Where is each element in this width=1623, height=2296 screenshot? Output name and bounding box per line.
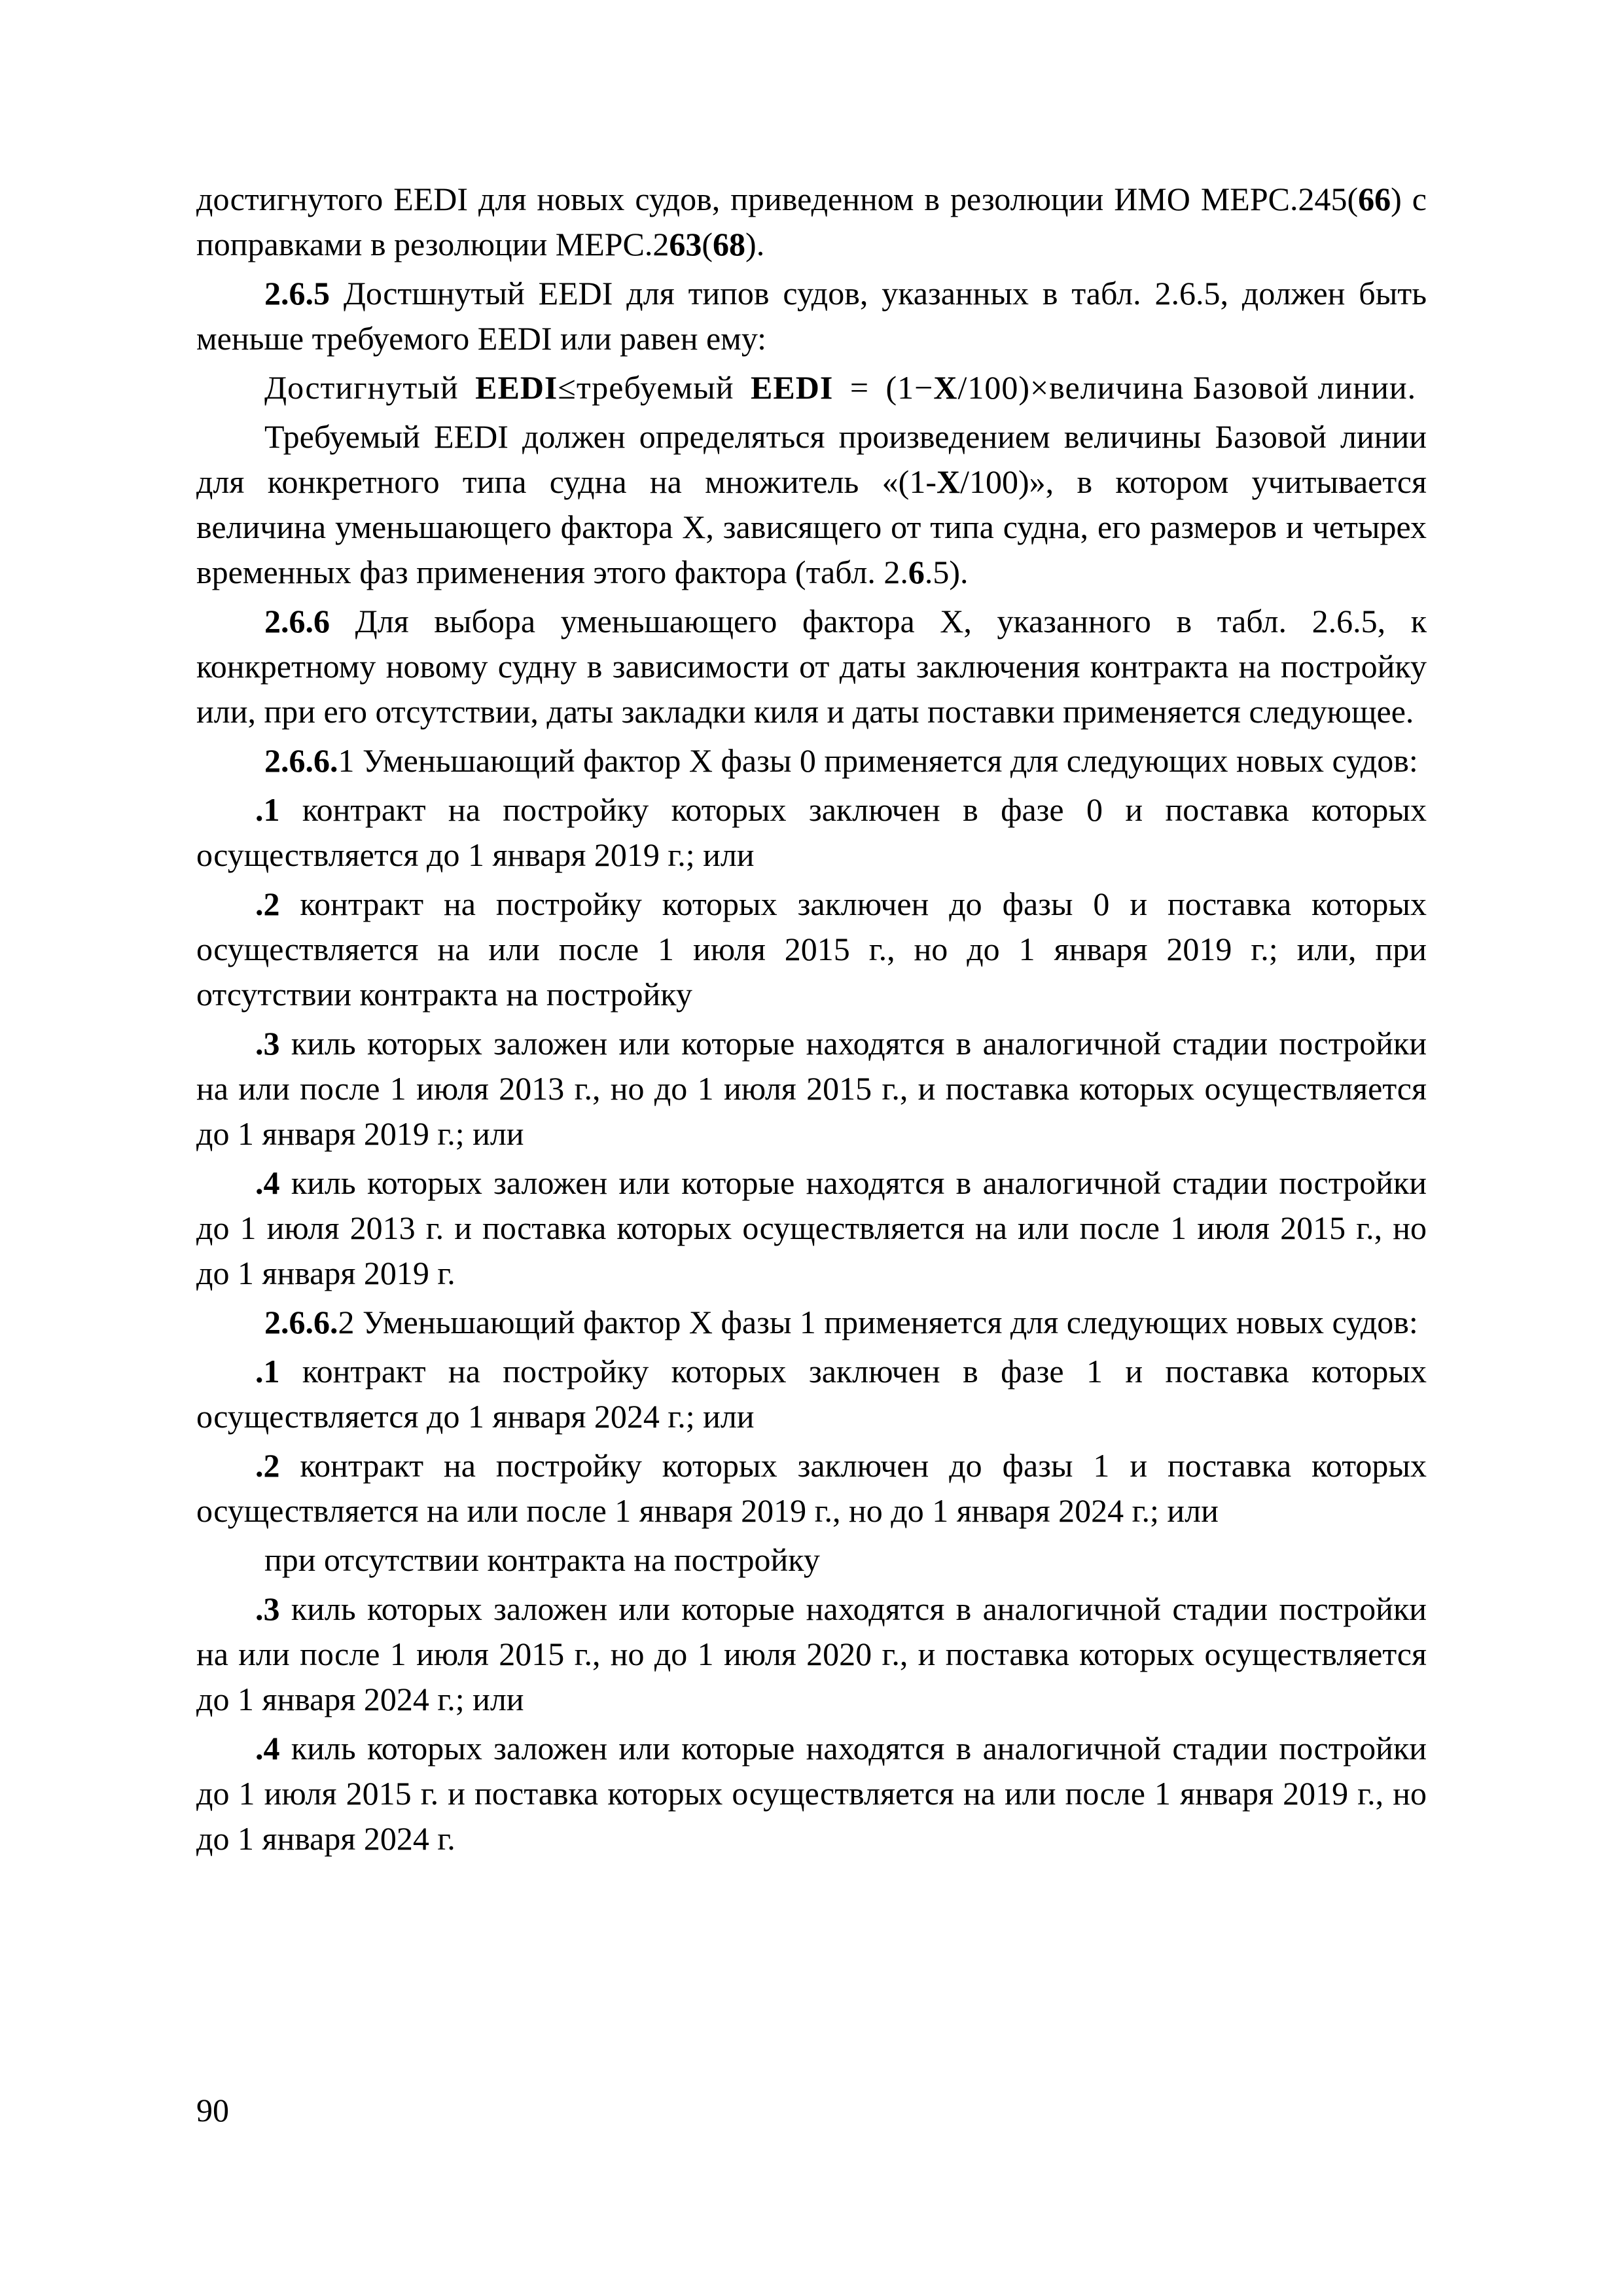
item-text: киль которых заложен или которые находятся в аналогичной стадии постройки на или после 1 июля 2015 г., но до 1 июля 2020 г., и поставка которых осуществляется до 1 января 2024 г.; или xyxy=(196,1590,1427,1717)
item-number: .3 xyxy=(255,1025,280,1062)
item-text: киль которых заложен или которые находятся в аналогичной стадии постройки до 1 июля 2013 г. и поставка которых осуществляется на или после 1 июля 2015 г., но до 1 января 2019 г. xyxy=(196,1164,1427,1291)
text-run: Требуемый EEDI должен определяться произведением величины Базовой линии для конкретного типа судна на множитель «(1- xyxy=(196,418,1427,500)
item-number: .4 xyxy=(255,1164,280,1201)
bold-run: 63 xyxy=(669,226,702,262)
clause-text: 2 Уменьшающий фактор X фазы 1 применяется для следующих новых судов: xyxy=(338,1304,1418,1340)
item-text: контракт на постройку которых заключен до фазы 1 и поставка которых осуществляется на или после 1 января 2019 г., но до 1 января 2024 г.; или xyxy=(196,1447,1427,1529)
page-body xyxy=(196,177,1427,1865)
text-run: ≤требуемый xyxy=(558,369,751,406)
text-run: ( xyxy=(702,226,713,262)
paragraph-2-6-6-1 xyxy=(196,738,1427,783)
text-run: при отсутствии контракта на постройку xyxy=(264,1541,820,1578)
paragraph-2-6-5 xyxy=(196,271,1427,361)
clause-number: 2.6.6. xyxy=(264,1304,338,1340)
bold-run: EEDI xyxy=(751,369,834,406)
clause-number: 2.6.5 xyxy=(264,275,330,312)
bold-run: X xyxy=(936,463,961,500)
clause-number: 2.6.6 xyxy=(264,603,330,639)
item-number: .2 xyxy=(255,1447,280,1484)
list-item xyxy=(196,1349,1427,1439)
clause-text: Для выбора уменьшающего фактора X, указанного в табл. 2.6.5, к конкретному новому судну в зависимости от даты заключения контракта на постройку или, при его отсутствии, даты закладки киля и даты поставки применяется следующее. xyxy=(196,603,1427,730)
paragraph-2-6-6-2 xyxy=(196,1300,1427,1345)
formula xyxy=(196,365,1427,410)
item-text: киль которых заложен или которые находятся в аналогичной стадии постройки до 1 июля 2015 г. и поставка которых осуществляется на или после 1 января 2019 г., но до 1 января 2024 г. xyxy=(196,1730,1427,1857)
list-item xyxy=(196,1021,1427,1157)
bold-run: X xyxy=(933,369,958,406)
paragraph-required-eedi xyxy=(196,414,1427,595)
paragraph-2-6-6 xyxy=(196,599,1427,734)
item-text: киль которых заложен или которые находятся в аналогичной стадии постройки на или после 1 июля 2013 г., но до 1 июля 2015 г., и поставка которых осуществляется до 1 января 2019 г.; или xyxy=(196,1025,1427,1152)
page-number: 90 xyxy=(196,2092,229,2128)
list-item xyxy=(196,1443,1427,1534)
item-number: .4 xyxy=(255,1730,280,1767)
item-number: .1 xyxy=(255,1353,280,1390)
text-run: ). xyxy=(745,226,765,262)
bold-run: 68 xyxy=(713,226,746,262)
item-text: контракт на постройку которых заключен в фазе 1 и поставка которых осуществляется до 1 января 2024 г.; или xyxy=(196,1353,1427,1435)
item-number: .2 xyxy=(255,886,280,922)
list-item xyxy=(196,1160,1427,1296)
paragraph-continuation xyxy=(196,177,1427,267)
text-run: = (1− xyxy=(833,369,934,406)
item-text: контракт на постройку которых заключен до фазы 0 и поставка которых осуществляется на или после 1 июля 2015 г., но до 1 января 2019 г.; или, при отсутствии контракта на постройку xyxy=(196,886,1427,1013)
list-item xyxy=(196,1726,1427,1861)
bold-run: EEDI xyxy=(475,369,558,406)
item-number: .3 xyxy=(255,1590,280,1627)
item-text: контракт на постройку которых заключен в фазе 0 и поставка которых осуществляется до 1 января 2019 г.; или xyxy=(196,791,1427,873)
text-run: .5). xyxy=(924,554,969,590)
bold-run: 66 xyxy=(1358,181,1391,217)
clause-text: Достшнутый EEDI для типов судов, указанных в табл. 2.6.5, должен быть меньше требуемого EEDI или равен ему: xyxy=(196,275,1427,357)
item-number: .1 xyxy=(255,791,280,828)
clause-text: 1 Уменьшающий фактор X фазы 0 применяется для следующих новых судов: xyxy=(338,742,1418,779)
list-item xyxy=(196,1587,1427,1722)
text-run: достигнутого EEDI для новых судов, приведенном в резолюции ИМО MEPC.245( xyxy=(196,181,1359,217)
bold-run: 6 xyxy=(908,554,925,590)
text-run: Достигнутый xyxy=(264,369,476,406)
text-run: /100)×величина Базовой линии. xyxy=(957,369,1417,406)
clause-number: 2.6.6. xyxy=(264,742,338,779)
list-item xyxy=(196,787,1427,878)
list-item xyxy=(196,882,1427,1017)
paragraph-no-contract xyxy=(196,1537,1427,1583)
text-run: /100)», в котором учитывается величина уменьшающего фактора X, зависящего от типа судна, его размеров и четырех временных фаз применения этого фактора (табл. 2. xyxy=(196,463,1427,590)
text-run: ) с поправками в резолюции MEPC.2 xyxy=(196,181,1427,262)
